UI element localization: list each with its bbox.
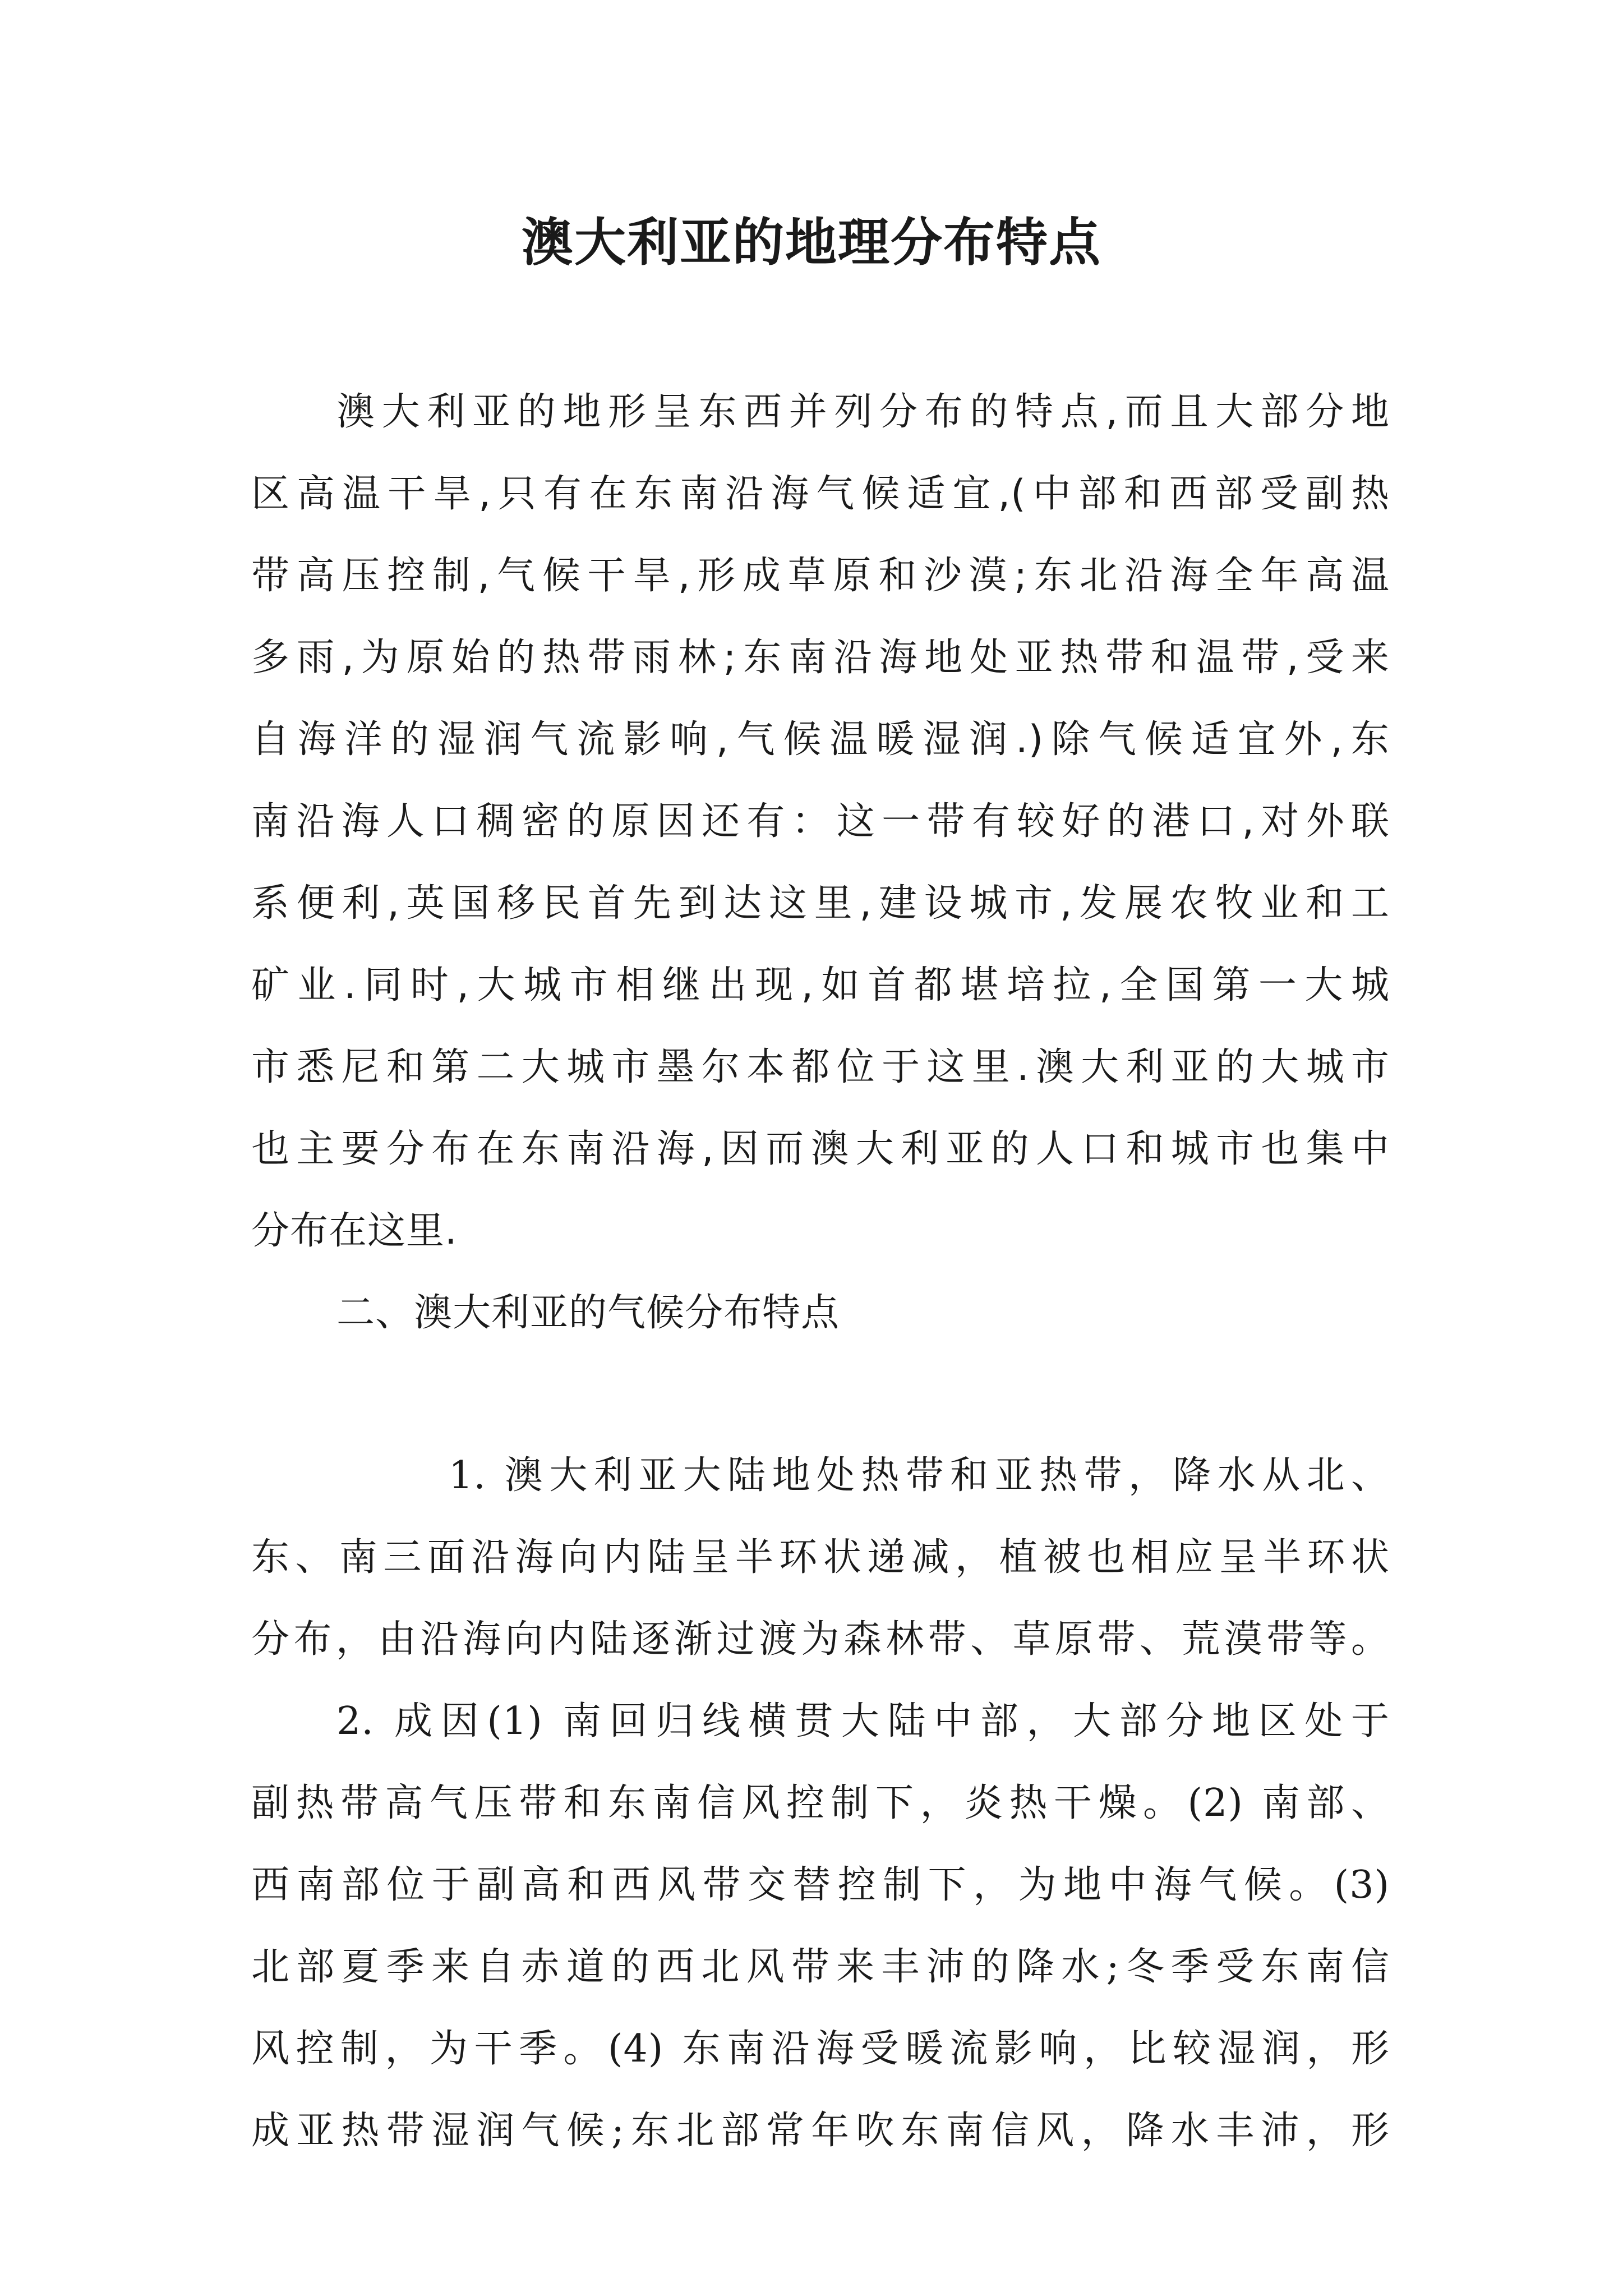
paragraph-line: 也主要分布在东南沿海,因而澳大利亚的人口和城市也集中 <box>251 1127 1390 1171</box>
paragraph-line: 东、南三面沿海向内陆呈半环状递减，植被也相应呈半环状 <box>251 1535 1390 1580</box>
section-heading: 二、澳大利亚的气候分布特点 <box>336 1291 840 1335</box>
paragraph-line: 西南部位于副高和西风带交替控制下，为地中海气候。(3) <box>251 1863 1390 1907</box>
paragraph-line: 成亚热带湿润气候;东北部常年吹东南信风，降水丰沛，形 <box>251 2109 1390 2153</box>
paragraph-line: 南沿海人口稠密的原因还有：这一带有较好的港口,对外联 <box>251 799 1390 844</box>
paragraph-line: 副热带高气压带和东南信风控制下，炎热干燥。(2) 南部、 <box>251 1781 1390 1825</box>
paragraph-line: 自海洋的湿润气流影响,气候温暖湿润.)除气候适宜外,东 <box>251 717 1390 762</box>
paragraph-line: 系便利,英国移民首先到达这里,建设城市,发展农牧业和工 <box>251 881 1390 926</box>
paragraph-line: 澳大利亚的地形呈东西并列分布的特点,而且大部分地 <box>336 390 1390 434</box>
paragraph-line: 市悉尼和第二大城市墨尔本都位于这里.澳大利亚的大城市 <box>251 1045 1390 1089</box>
document-title: 澳大利亚的地理分布特点 <box>521 212 1101 273</box>
paragraph-line: 分布在这里. <box>251 1209 458 1253</box>
paragraph-line: 矿业.同时,大城市相继出现,如首都堪培拉,全国第一大城 <box>251 963 1390 1007</box>
paragraph-line: 多雨,为原始的热带雨林;东南沿海地处亚热带和温带,受来 <box>251 636 1390 680</box>
paragraph-line: 北部夏季来自赤道的西北风带来丰沛的降水;冬季受东南信 <box>251 1945 1390 1989</box>
paragraph-line: 区高温干旱,只有在东南沿海气候适宜,(中部和西部受副热 <box>251 472 1390 516</box>
paragraph-line: 1. 澳大利亚大陆地处热带和亚热带，降水从北、 <box>449 1453 1390 1498</box>
paragraph-line: 风控制，为干季。(4) 东南沿海受暖流影响，比较湿润，形 <box>251 2027 1390 2071</box>
paragraph-line: 2. 成因(1) 南回归线横贯大陆中部，大部分地区处于 <box>336 1699 1390 1743</box>
paragraph-line: 分布，由沿海向内陆逐渐过渡为森林带、草原带、荒漠带等。 <box>251 1617 1390 1662</box>
paragraph-line: 带高压控制,气候干旱,形成草原和沙漠;东北沿海全年高温 <box>251 554 1390 598</box>
